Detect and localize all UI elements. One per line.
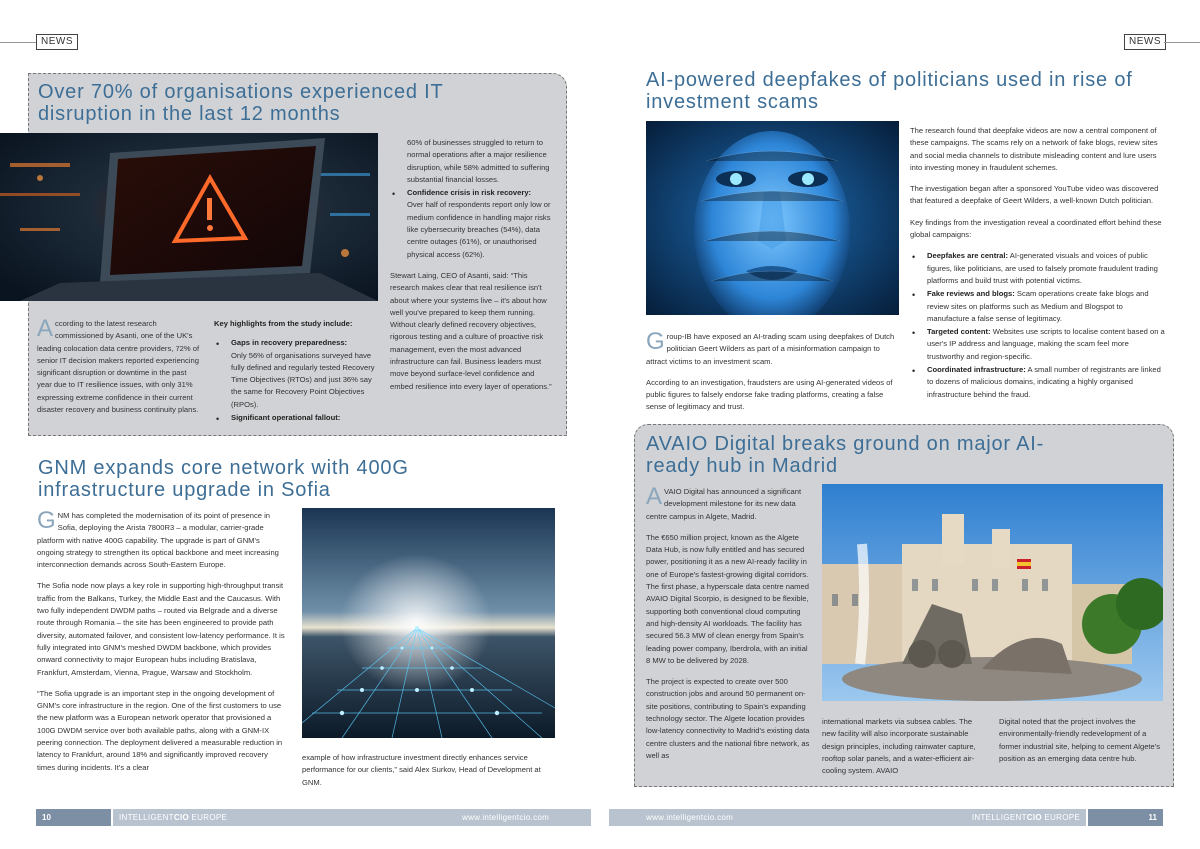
article2-col1: GNM has completed the modernisation of its point of presence in Sofia, deploying the Arista 7800R3 – a modular, carrier-grade platform with native 400G capability. The upgrade is part of GNM's ongoing strategy to strengthen its optical backbone and meet increasing interconnection demands across South-Eastern Europe. The Sofia node now plays a key role in supporting high-throughput transit traffic from the Balkans, Turkey, the Middle East and the Caucasus. With two fully independent DWDM paths – routed via Belgrade and a diverse route through Romania – the site has been engineered to provide path diversity, automated failover, and consistent low-latency performance. It is fully integrated into GNM's meshed DWDM backbone, which provides onward connectivity to major European hubs including Bratislava, Frankfurt, Amsterdam, Vienna, Prague, Warsaw and Stockholm. “The Sofia upgrade is an important step in the ongoing development of GNM's core infrastructure in the region. One of the first customers to use the new platform was a European network operator that provisioned a 100G DWDM service over both available paths, along with a GNM-IX peering connection. The deployment delivered a measurable reduction in latency to Frankfurt, around 18% and significantly improved recovery times during incidents. It's a clear <box>37 507 285 772</box>
header-rule-right <box>1164 42 1200 43</box>
article1-col3-cont: 60% of businesses struggled to return to normal operations after a major resilience disruption, while 58% admitted to suffering substantial financial losses. <box>407 138 550 184</box>
section-tag-left: NEWS <box>36 34 78 50</box>
list-item: • Coordinated infrastructure: A small number of registrants are linked to dozens of malicious domains, indicating a highly organised infrastructure behind the fraud. <box>910 364 1165 401</box>
article1-col2 <box>214 318 379 425</box>
section-tag-right: NEWS <box>1124 34 1166 50</box>
article4-col3: Digital noted that the project involves the environmentally-friendly redevelopment of a former industrial site, helping to cement Algete's position as an emerging data centre hub. <box>999 717 1160 763</box>
article3-title: AI-powered deepfakes of politicians used in rise of investment scams <box>646 69 1133 113</box>
warning-laptop-image <box>0 133 378 301</box>
dropcap: G <box>646 328 665 355</box>
header-rule-left <box>0 42 36 43</box>
brand-left: INTELLIGENTCIO EUROPE <box>119 813 228 822</box>
brand-right: INTELLIGENTCIO EUROPE <box>971 813 1080 822</box>
list-item: • Fake reviews and blogs: Scam operations create fake blogs and review sites on platforms such as Medium and Blogspot to manufacture a false sense of legitimacy. <box>910 288 1165 325</box>
article3-col1: Group-IB have exposed an AI-trading scam using deepfakes of Dutch politician Geert Wilders as part of a misinformation campaign to attract victims to an investment scam. According to an investigation, fraudsters are using AI-generated videos of public figures to falsely endorse fake trading platforms, creating a false sense of legitimacy and trust. <box>646 328 895 412</box>
dropcap: G <box>37 507 56 534</box>
article4-col2: international markets via subsea cables. The new facility will also incorporate sustainable design principles, including rainwater capture, rooftop solar panels, and a water-efficient air-cooling system. AVAIO <box>822 717 976 776</box>
list-item: • Targeted content: Websites use scripts to localise content based on a user's IP address and language, making the scam feel more trustworthy and region-specific. <box>910 326 1165 363</box>
article4-col1: AVAIO Digital has announced a significant development milestone for its new data centre campus in Algete, Madrid. The €650 million project, known as the Algete Data Hub, is now fully entitled and has secured power, positioning it as a new AI-ready facility in one of Europe's fastest-growing digital corridors. The first phase, a hyperscale data centre named AVAIO Digital Scorpio, is designed to be flexible, supporting both conventional cloud computing and high-density AI workloads. The facility has secured 56.3 MW of clean energy from Spain's leading power company, Iberdrola, with an initial 8 MW to be delivered by 2028. The project is expected to create over 500 construction jobs and around 50 permanent on-site positions, contributing to Spain's expanding technology sector. The Algete location provides low-latency connectivity to Madrid's existing data centre clusters and the national fibre network, as well as <box>646 483 810 760</box>
url-right[interactable]: www.intelligentcio.com <box>646 813 734 822</box>
article1-col1 <box>37 315 202 425</box>
article1-highlights-heading: Key highlights from the study include: <box>214 319 353 328</box>
article1-col3 <box>390 137 555 402</box>
madrid-cibeles-image <box>822 484 1163 701</box>
article4-title: AVAIO Digital breaks ground on major AI-ready hub in Madrid <box>646 433 1045 477</box>
article1-col1-text: ccording to the latest research commissioned by Asanti, one of the UK's leading colocation data centre providers, 72% of senior IT decision makers reported experiencing significant disruption or downtime in the past year due to IT resilience issues, with only 31% expressing extreme confidence in their current disaster recovery and business continuity plans. <box>37 319 200 415</box>
page-number-left: 10 <box>36 809 111 826</box>
list-item: • Confidence crisis in risk recovery: Over half of respondents report only low or medium confidence in handling major risks like cybersecurity breaches (54%), data centre outages (61%), or unauthorised physical access (62%). <box>390 187 555 261</box>
article2-col2: example of how infrastructure investment directly enhances service performance for our clients,” said Alex Surkov, Head of Development at GNM. <box>302 753 541 787</box>
article1-quote: Stewart Laing, CEO of Asanti, said: “This research makes clear that real resilience isn't about where your systems live – it's about how well you've prepared to keep them running. Without clearly defined recovery objectives, rigorous testing and a culture of proactive risk management, even the most advanced infrastructure can fail. Business leaders must move beyond surface-level confidence and embed resilience into every layer of operations.” <box>390 270 552 391</box>
dropcap: A <box>646 483 663 510</box>
article3-col2: The research found that deepfake videos are now a central component of these campaigns. The scams rely on a network of fake blogs, review sites and social media channels to distribute misleading content and lure users into investing money in fraudulent schemes. The investigation began after a sponsored YouTube video was discovered that featured a deepfake of Geert Wilders, a well-known Dutch politician. Key findings from the investigation reveal a coordinated effort behind these global campaigns: • Deepfakes are central: AI-generated visuals and voices of public figures, like politicians, are used to falsely promote fraudulent trading platforms and build trust with potential victims. • Fake reviews and blogs: Scam operations create fake blogs and review sites on platforms such as Medium and Blogspot to manufacture a false sense of legitimacy. • Targeted content: Websites use scripts to localise content based on a user's IP address and language, making the scam feel more trustworthy and region-specific. • Coordinated infrastructure: A small number of registrants are linked to dozens of malicious domains, indicating a highly organised infrastructure behind the fraud. <box>910 125 1165 402</box>
list-item: • Deepfakes are central: AI-generated visuals and voices of public figures, like politicians, are used to falsely promote fraudulent trading platforms and build trust with potential victims. <box>910 250 1165 287</box>
network-grid-image <box>302 508 555 738</box>
list-item: • Gaps in recovery preparedness: Only 56% of organisations surveyed have fully defined and regularly tested Recovery Time Objectives (RTOs) and just 36% say the same for Recovery Point Objectives (RPOs). <box>214 337 379 411</box>
page-number-right: 11 <box>1088 809 1163 826</box>
footer-bar-right <box>609 809 1086 826</box>
list-item: • Significant operational fallout: <box>214 412 379 424</box>
article1-title: Over 70% of organisations experienced IT disruption in the last 12 months <box>38 81 444 125</box>
url-left[interactable]: www.intelligentcio.com <box>462 813 550 822</box>
article2-title: GNM expands core network with 400G infrastructure upgrade in Sofia <box>38 457 409 501</box>
footer-bar-left <box>113 809 591 826</box>
deepfake-face-image <box>646 121 899 315</box>
dropcap: A <box>37 315 54 342</box>
